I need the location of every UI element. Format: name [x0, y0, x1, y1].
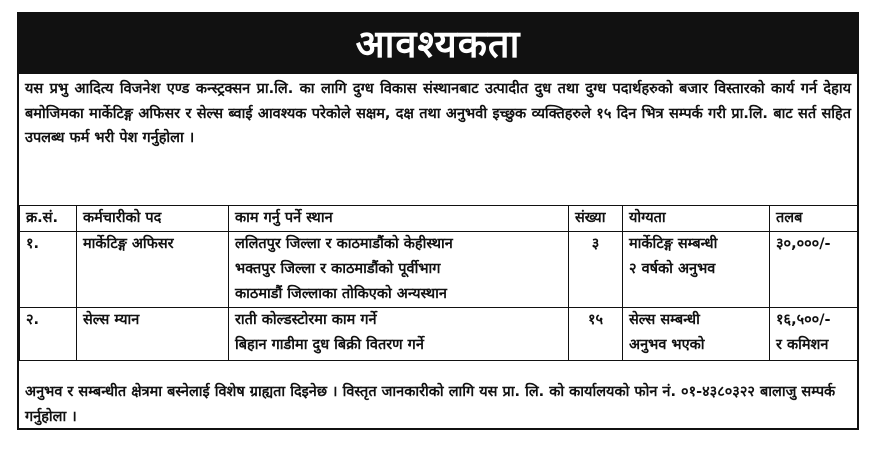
cell-qualification: [623, 308, 770, 361]
qualification-line: २ वर्षको अनुभव: [629, 261, 716, 277]
cell-qualification: [623, 232, 770, 308]
cell-location: [229, 232, 569, 308]
salary-line: र कमिशन: [776, 337, 829, 353]
intro-paragraph: यस प्रभु आदित्य विजनेश एण्ड कन्स्ट्रक्सन प्रा.लि. का लागि दुग्ध विकास संस्थानबाट उत्पादीत दुध तथा दुग्ध पदार्थहरुको बजार विस्तारको कार्य गर्न देहाय बमोजिमका मार्केटिङ्ग अफिसर र सेल्स ब्वाई आवश्यक परेकोले सक्षम, दक्ष तथा अनुभवी इच्छुक व्यक्तिहरुले १५ दिन भित्र सम्पर्क गरी प्रा.लि. बाट सर्त सहित उपलब्ध फर्म भरी पेश गर्नुहोला ।: [25, 81, 851, 146]
cell-count: १५: [569, 308, 623, 361]
location-line: बिहान गाडीमा दुध बिक्री वितरण गर्ने: [235, 337, 424, 353]
cell-salary: [770, 232, 858, 308]
table-row: [20, 308, 858, 361]
table-header-row: [20, 206, 858, 232]
advertisement-frame: [17, 12, 859, 430]
headline-banner: आवश्यकता: [19, 14, 857, 74]
qualification-line: सेल्स सम्बन्धी: [629, 312, 700, 328]
location-line: राती कोल्डस्टोरमा काम गर्ने: [235, 312, 377, 328]
cell-salary: [770, 308, 858, 361]
header-location: काम गर्नु पर्ने स्थान: [229, 206, 569, 232]
location-line: ललितपुर जिल्ला र काठमाडौंको केहीस्थान: [235, 236, 453, 252]
header-qualification: योग्यता: [623, 206, 770, 232]
qualification-line: मार्केटिङ्ग सम्बन्धी: [629, 236, 718, 252]
table-row: [20, 232, 858, 308]
header-salary: तलब: [770, 206, 858, 232]
header-serial: क्र.सं.: [20, 206, 77, 232]
header-post: कर्मचारीको पद: [77, 206, 229, 232]
qualification-line: अनुभव भएको: [629, 337, 705, 353]
salary-line: ३०,०००/-: [776, 236, 831, 252]
cell-serial: २.: [20, 308, 77, 361]
cell-location: [229, 308, 569, 361]
salary-line: १६,५००/-: [776, 312, 831, 328]
footer-note: अनुभव र सम्बन्धीत क्षेत्रमा बस्नेलाई विशेष ग्राह्यता दिइनेछ । विस्तृत जानकारीको लागि यस प्रा. लि. को कार्यालयको फोन नं. ०१-४३८०३२२ बालाजु सम्पर्क गर्नुहोला ।: [25, 384, 836, 425]
cell-count: ३: [569, 232, 623, 308]
vacancy-table: [19, 205, 858, 361]
cell-post: सेल्स म्यान: [77, 308, 229, 361]
location-line: काठमाडौं जिल्लाका तोकिएको अन्यस्थान: [235, 286, 447, 302]
cell-post: मार्केटिङ्ग अफिसर: [77, 232, 229, 308]
cell-serial: १.: [20, 232, 77, 308]
location-line: भक्तपुर जिल्ला र काठमाडौंको पूर्वीभाग: [235, 261, 441, 277]
header-count: संख्या: [569, 206, 623, 232]
